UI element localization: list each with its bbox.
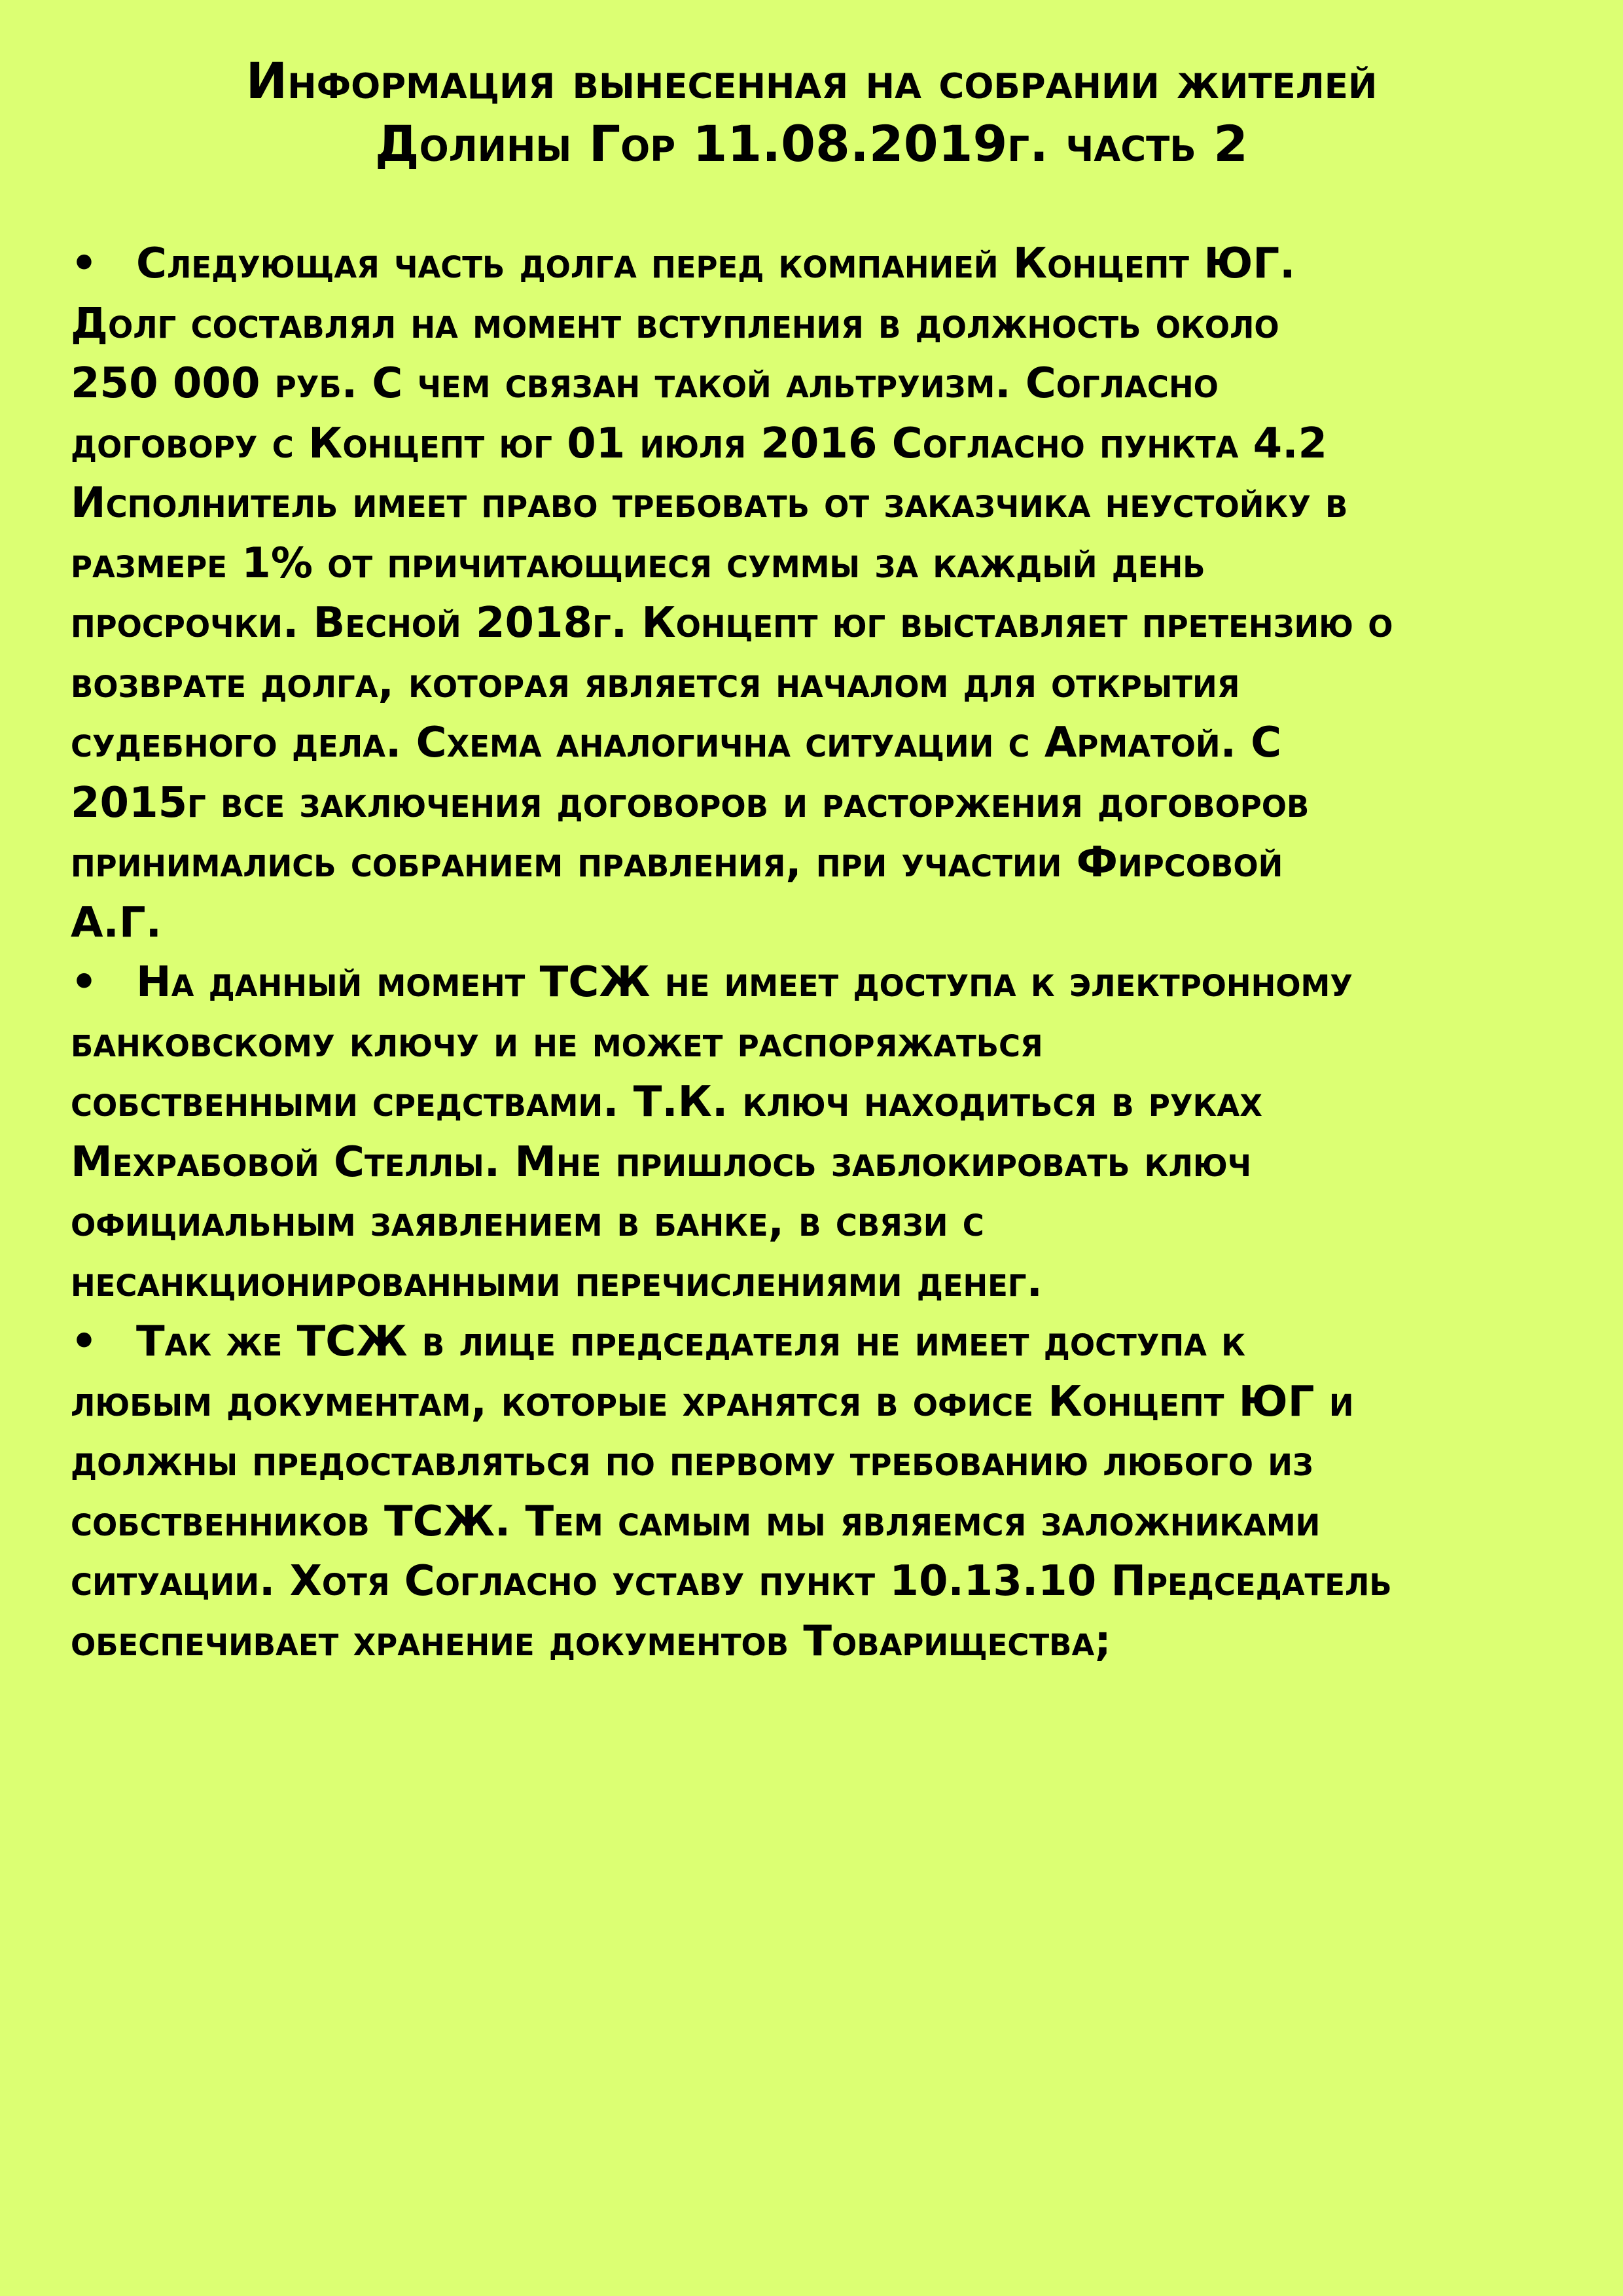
bullet-line: судебного дела. Схема аналогична ситуации с Арматой. С	[71, 719, 1282, 767]
bullet-item-documents-access	[71, 1312, 1576, 1672]
bullet-line: размере 1% от причитающиеся суммы за каждый день	[71, 539, 1205, 588]
bullet-item-debt-koncept-yug	[71, 234, 1576, 953]
bullet-line: принимались собранием правления, при участии Фирсовой	[71, 838, 1283, 887]
bullet-line: обеспечивает хранение документов Товарищества;	[71, 1617, 1111, 1666]
bullet-line: банковскому ключу и не может распоряжаться	[71, 1018, 1043, 1067]
bullet-icon: •	[71, 1318, 98, 1366]
bullet-list	[71, 234, 1576, 1672]
bullet-item-bank-key	[71, 953, 1576, 1312]
bullet-line: просрочки. Весной 2018г. Концепт юг выставляет претензию о	[71, 599, 1393, 647]
page-title	[72, 50, 1551, 175]
bullet-line: 2015г все заключения договоров и расторжения договоров	[71, 778, 1310, 827]
bullet-line: 250 000 руб. С чем связан такой альтруизм. Согласно	[71, 359, 1219, 408]
bullet-icon: •	[71, 958, 98, 1007]
bullet-line: любым документам, которые хранятся в офисе Концепт ЮГ и	[71, 1377, 1354, 1426]
bullet-line: возврате долга, которая является началом для открытия	[71, 658, 1240, 708]
bullet-line: • Следующая часть долга перед компанией Концепт ЮГ.	[71, 234, 1576, 295]
bullet-line: официальным заявлением в банке, в связи с	[71, 1198, 984, 1246]
bullet-line: договору с Концепт юг 01 июля 2016 Согласно пункта 4.2	[71, 419, 1328, 468]
bullet-line: Исполнитель имеет право требовать от заказчика неустойку в	[71, 479, 1348, 528]
title-line: Информация вынесенная на собрании жителей	[245, 52, 1378, 110]
bullet-line: • Так же ТСЖ в лице председателя не имеет доступа к	[71, 1312, 1576, 1372]
bullet-icon: •	[71, 240, 98, 288]
bullet-line: • На данный момент ТСЖ не имеет доступа к электронному	[71, 953, 1576, 1013]
bullet-line: А.Г.	[71, 898, 162, 947]
title-line: Долины Гор 11.08.2019г. часть 2	[374, 115, 1249, 173]
bullet-line: собственников ТСЖ. Тем самым мы являемся заложниками	[71, 1497, 1321, 1546]
bullet-line: Мехрабовой Стеллы. Мне пришлось заблокировать ключ	[71, 1138, 1252, 1187]
bullet-line: собственными средствами. Т.К. ключ находиться в руках	[71, 1078, 1262, 1126]
bullet-line: должны предоставляться по первому требованию любого из	[71, 1437, 1313, 1486]
bullet-line: несанкционированными перечислениями денег.	[71, 1257, 1043, 1306]
bullet-line: Долг составлял на момент вступления в должность около	[71, 299, 1279, 348]
bullet-line: ситуации. Хотя Согласно уставу пункт 10.13.10 Председатель	[71, 1557, 1392, 1605]
